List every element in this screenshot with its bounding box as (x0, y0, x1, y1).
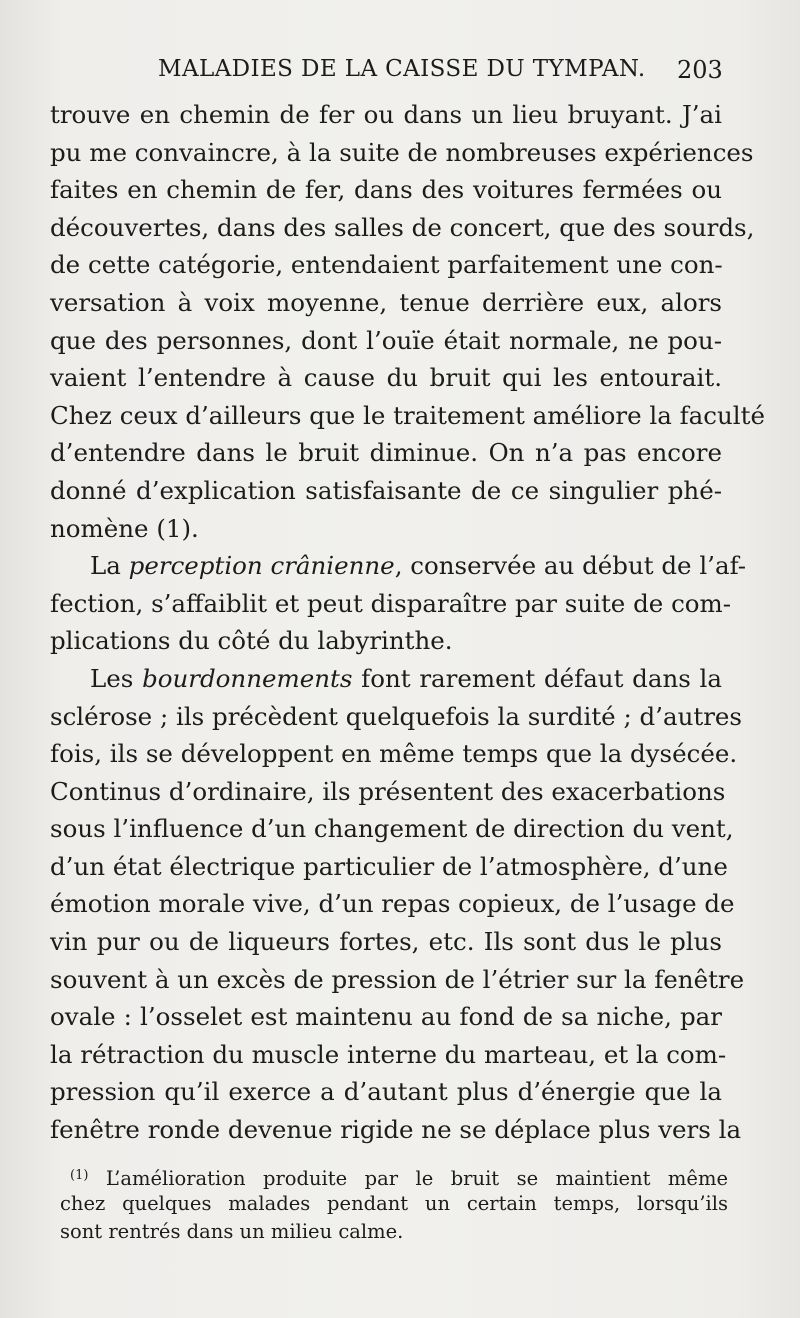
text-line: versation à voix moyenne, tenue derrière eux, alors (50, 287, 722, 317)
text-line: d’entendre dans le bruit diminue. On n’a pas encore (50, 438, 722, 468)
text-line: vin pur ou de liqueurs fortes, etc. Ils sont dus le plus (50, 927, 722, 957)
text-line: faites en chemin de fer, dans des voitures fermées ou (50, 175, 722, 205)
text-line: plications du côté du labyrinthe. (50, 626, 453, 656)
footnote-line: sont rentrés dans un milieu calme. (60, 1220, 404, 1243)
text-line: souvent à un excès de pression de l’étrier sur la fenêtre (50, 964, 745, 994)
text-line: la rétraction du muscle interne du marteau, et la com- (50, 1039, 727, 1069)
text-run: La (90, 551, 129, 581)
text-line: pu me convaincre, à la suite de nombreuses expériences (50, 137, 754, 167)
text-line: ovale : l’osselet est maintenu au fond de sa niche, par (50, 1002, 722, 1032)
text-line: fois, ils se développent en même temps que la dysécée. (50, 739, 738, 769)
italic-term: bourdonnements (142, 663, 353, 693)
paragraph-start-line (50, 660, 722, 698)
footnote (60, 1162, 728, 1246)
text-run: , conservée au début de l’af- (394, 551, 747, 581)
text-line: nomène (1). (50, 513, 199, 543)
text-line: de cette catégorie, entendaient parfaitement une con- (50, 250, 723, 280)
footnote-line (60, 1162, 728, 1190)
text-run: Les (90, 663, 143, 693)
text-line: Continus d’ordinaire, ils présentent des exacerbations (50, 776, 726, 806)
text-line: que des personnes, dont l’ouïe était normale, ne pou- (50, 325, 722, 355)
text-line: vaient l’entendre à cause du bruit qui les entourait. (50, 363, 722, 393)
body-text (50, 96, 765, 1149)
text-run: L’amélioration produite par le bruit se maintient même (88, 1167, 728, 1190)
italic-term: perception crânienne (128, 551, 395, 581)
footnote-marker: (1) (70, 1168, 89, 1183)
page-header (0, 52, 800, 86)
text-line: fection, s’affaiblit et peut disparaître par suite de com- (50, 588, 732, 618)
page-number: 203 (677, 56, 723, 84)
text-line: émotion morale vive, d’un repas copieux, de l’usage de (50, 889, 735, 919)
text-line: sous l’influence d’un changement de direction du vent, (50, 814, 734, 844)
text-line: sclérose ; ils précèdent quelquefois la surdité ; d’autres (50, 701, 742, 731)
text-line: trouve en chemin de fer ou dans un lieu bruyant. J’ai (50, 100, 722, 129)
text-line: découvertes, dans des salles de concert, que des sourds, (50, 212, 755, 242)
paragraph-start-line (50, 547, 747, 585)
text-line: Chez ceux d’ailleurs que le traitement améliore la faculté (50, 400, 765, 430)
text-line: donné d’explication satisfaisante de ce singulier phé- (50, 475, 722, 505)
text-line: pression qu’il exerce a d’autant plus d’énergie que la (50, 1077, 722, 1107)
text-line: fenêtre ronde devenue rigide ne se déplace plus vers la (50, 1115, 742, 1145)
running-head: MALADIES DE LA CAISSE DU TYMPAN. (158, 56, 646, 82)
text-line: d’un état électrique particulier de l’atmosphère, d’une (50, 851, 728, 881)
text-run: font rarement défaut dans la (352, 663, 722, 693)
footnote-line: chez quelques malades pendant un certain temps, lorsqu’ils (60, 1192, 728, 1215)
